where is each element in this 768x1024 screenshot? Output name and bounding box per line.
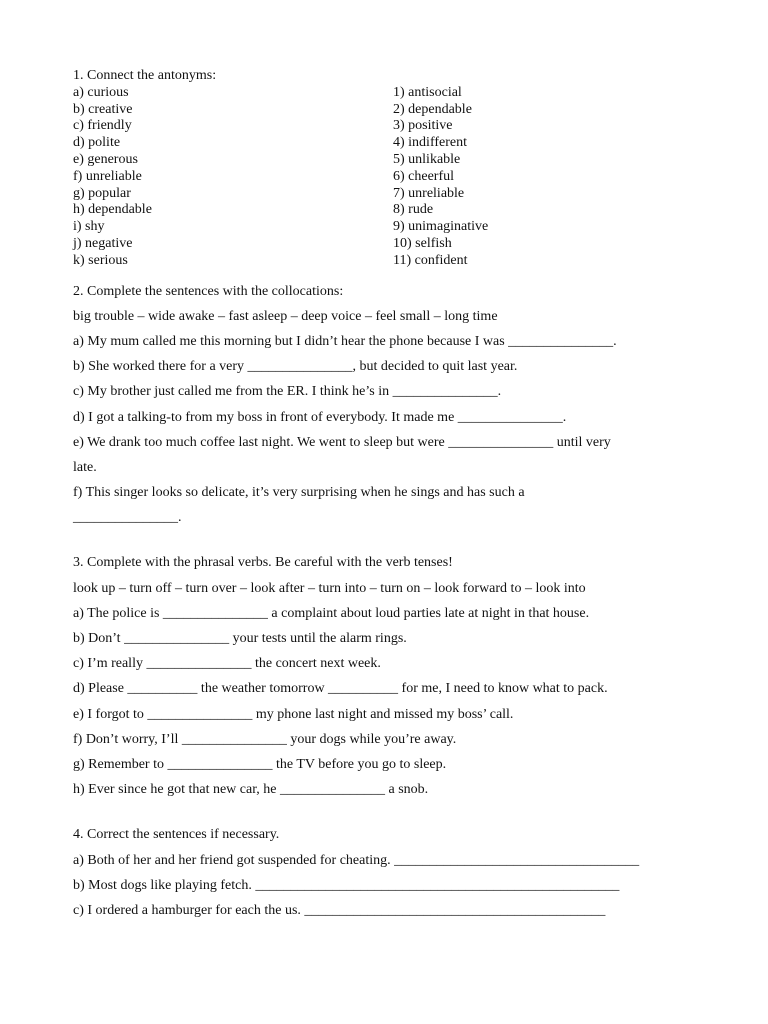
antonyms-left-column [73, 85, 152, 270]
exercise-line: e) We drank too much coffee last night. We went to sleep but were _______________ until very [73, 434, 611, 450]
antonym-left-item: g) popular [73, 185, 131, 201]
exercise-line: b) She worked there for a very _______________, but decided to quit last year. [73, 359, 518, 375]
exercise-line: a) My mum called me this morning but I didn’t hear the phone because I was _______________. [73, 333, 617, 349]
antonym-right-item: 10) selfish [393, 235, 452, 251]
antonym-right-item: 6) cheerful [393, 168, 455, 184]
antonym-left-item: f) unreliable [73, 168, 142, 184]
section1-heading: 1. Connect the antonyms: [73, 68, 217, 83]
antonym-right-item: 4) indifferent [393, 135, 467, 151]
worksheet [73, 68, 713, 923]
antonym-left-item: e) generous [73, 151, 138, 167]
antonym-right-item: 11) confident [393, 252, 468, 268]
antonym-right-item: 7) unreliable [393, 185, 465, 201]
exercise-line: b) Most dogs like playing fetch. ____________________________________________________ [73, 877, 620, 893]
antonym-right-item: 9) unimaginative [393, 219, 489, 235]
exercise-line: f) This singer looks so delicate, it’s very surprising when he sings and has such a [73, 485, 525, 501]
antonym-left-item: h) dependable [73, 202, 152, 218]
exercise-line: late. [73, 459, 97, 475]
antonym-left-item: j) negative [73, 235, 133, 251]
antonyms-columns [73, 85, 713, 270]
spacer [73, 530, 713, 550]
antonym-right-item: 3) positive [393, 118, 453, 134]
antonyms-right-column [393, 85, 488, 270]
antonym-left-item: a) curious [73, 84, 129, 100]
exercise-line: a) The police is _______________ a complaint about loud parties late at night in that house. [73, 605, 590, 621]
exercise-line: f) Don’t worry, I’ll _______________ your dogs while you’re away. [73, 731, 457, 747]
spacer [73, 270, 713, 279]
section2-word-bank: big trouble – wide awake – fast asleep – deep voice – feel small – long time [73, 308, 498, 324]
antonym-right-item: 8) rude [393, 202, 434, 218]
antonym-right-item: 5) unlikable [393, 151, 461, 167]
antonym-left-item: b) creative [73, 101, 133, 117]
antonym-right-item: 1) antisocial [393, 84, 462, 100]
section3-word-bank: look up – turn off – turn over – look after – turn into – turn on – look forward to – look into [73, 580, 586, 596]
exercise-line: h) Ever since he got that new car, he _______________ a snob. [73, 782, 429, 798]
exercise-line: b) Don’t _______________ your tests until the alarm rings. [73, 631, 407, 647]
antonym-left-item: c) friendly [73, 118, 132, 134]
antonym-right-item: 2) dependable [393, 101, 472, 117]
exercise-line: d) I got a talking-to from my boss in front of everybody. It made me _______________. [73, 409, 567, 425]
exercise-line: c) I’m really _______________ the concert next week. [73, 656, 381, 672]
exercise-line: _______________. [73, 510, 182, 526]
spacer [73, 802, 713, 822]
section4-heading: 4. Correct the sentences if necessary. [73, 827, 280, 843]
exercise-line: c) My brother just called me from the ER. I think he’s in _______________. [73, 384, 502, 400]
exercise-line: a) Both of her and her friend got suspended for cheating. ___________________________________ [73, 852, 640, 868]
antonym-left-item: k) serious [73, 252, 128, 268]
antonym-left-item: d) polite [73, 135, 121, 151]
exercise-line: g) Remember to _______________ the TV before you go to sleep. [73, 756, 447, 772]
exercise-line: e) I forgot to _______________ my phone last night and missed my boss’ call. [73, 706, 514, 722]
exercise-line: c) I ordered a hamburger for each the us. ___________________________________________ [73, 902, 606, 918]
section2-heading: 2. Complete the sentences with the collocations: [73, 283, 344, 299]
section3-heading: 3. Complete with the phrasal verbs. Be careful with the verb tenses! [73, 555, 453, 571]
exercise-line: d) Please __________ the weather tomorrow __________ for me, I need to know what to pack. [73, 681, 608, 697]
antonym-left-item: i) shy [73, 219, 105, 235]
